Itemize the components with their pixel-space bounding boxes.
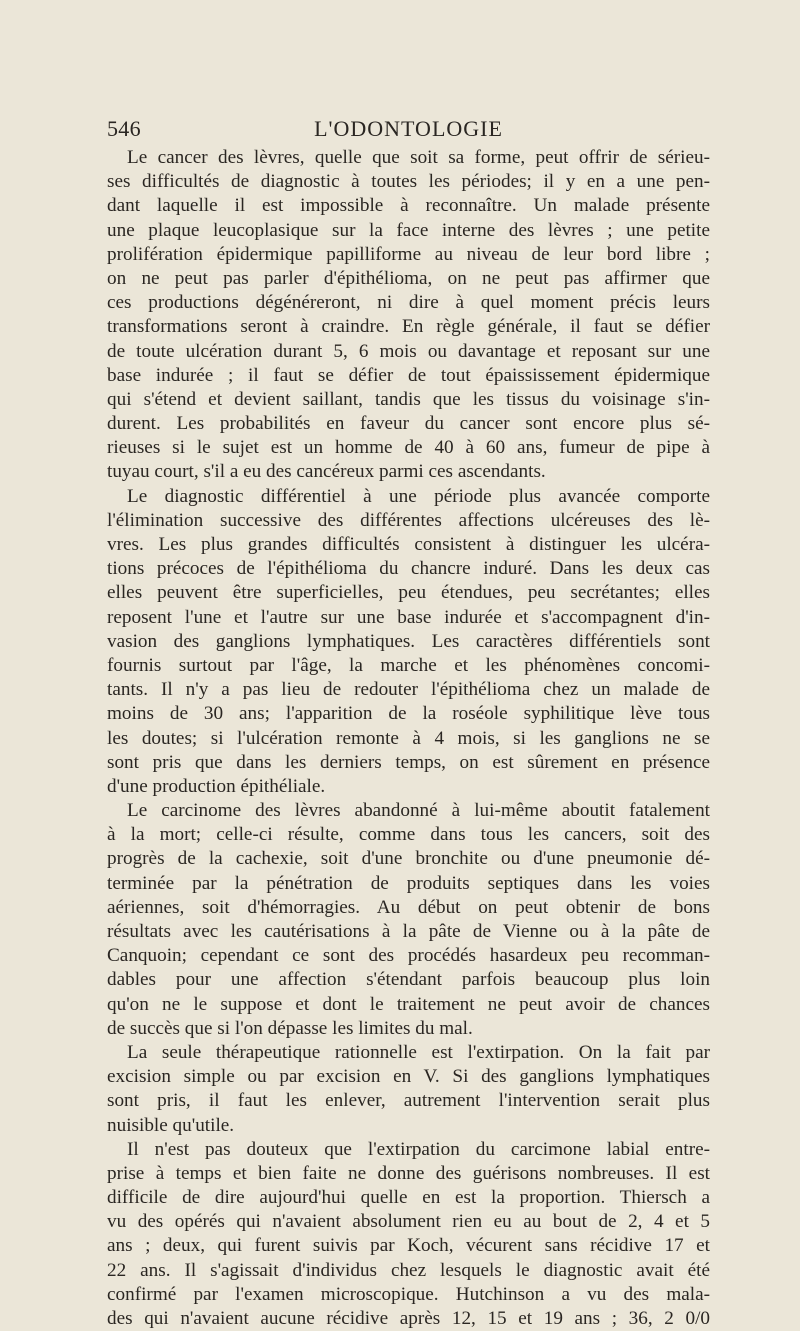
paragraph	[107, 799, 710, 1041]
text-line: base indurée ; il faut se défier de tout épaississement épidermique	[107, 364, 710, 386]
text-line: dables pour une affection s'étendant parfois beaucoup plus loin	[107, 969, 710, 991]
text-line: les doutes; si l'ulcération remonte à 4 mois, si les ganglions ne se	[107, 727, 710, 749]
page-header	[107, 112, 710, 148]
text-line: moins de 30 ans; l'apparition de la roséole syphilitique lève tous	[107, 703, 710, 725]
running-title: L'ODONTOLOGIE	[314, 116, 503, 141]
text-line: elles peuvent être superficielles, peu étendues, peu secrétantes; elles	[107, 582, 710, 604]
text-line: tions précoces de l'épithélioma du chancre induré. Dans les deux cas	[107, 558, 710, 580]
text-line: confirmé par l'examen microscopique. Hutchinson a vu des mala-	[107, 1283, 710, 1305]
paragraph	[107, 485, 710, 799]
text-line: terminée par la pénétration de produits septiques dans les voies	[107, 872, 710, 894]
text-line: de toute ulcération durant 5, 6 mois ou davantage et reposant sur une	[107, 340, 710, 362]
text-line: qu'on ne le suppose et dont le traitement ne peut avoir de chances	[107, 993, 710, 1015]
text-line: dant laquelle il est impossible à reconnaître. Un malade présente	[107, 195, 710, 217]
text-line: rieuses si le sujet est un homme de 40 à 60 ans, fumeur de pipe à	[107, 437, 710, 459]
text-line: prolifération épidermique papilliforme au niveau de leur bord libre ;	[107, 243, 710, 265]
text-line: de succès que si l'on dépasse les limites du mal.	[107, 1017, 473, 1039]
text-line: La seule thérapeutique rationnelle est l'extirpation. On la fait par	[127, 1041, 710, 1063]
text-line: 22 ans. Il s'agissait d'individus chez lesquels le diagnostic avait été	[107, 1259, 710, 1281]
text-line: transformations seront à craindre. En règle générale, il faut se défier	[107, 316, 710, 338]
text-line: difficile de dire aujourd'hui quelle en est la proportion. Thiersch a	[107, 1187, 710, 1209]
text-line: ans ; deux, qui furent suivis par Koch, vécurent sans récidive 17 et	[107, 1235, 710, 1257]
text-line: sont pris que dans les derniers temps, on est sûrement en présence	[107, 751, 710, 773]
text-line: des qui n'avaient aucune récidive après 12, 15 et 19 ans ; 36, 2 0/0	[107, 1308, 710, 1329]
text-line: Le cancer des lèvres, quelle que soit sa forme, peut offrir de sérieu-	[127, 147, 710, 168]
body-text	[107, 146, 710, 1331]
text-line: Le carcinome des lèvres abandonné à lui-même aboutit fatalement	[127, 800, 710, 822]
paragraph	[107, 1138, 710, 1331]
paragraph	[107, 146, 710, 485]
text-line: nuisible qu'utile.	[107, 1114, 235, 1136]
text-line: l'élimination successive des différentes affections ulcéreuses des lè-	[107, 509, 710, 531]
text-line: Le diagnostic différentiel à une période plus avancée comporte	[127, 485, 710, 507]
text-line: Il n'est pas douteux que l'extirpation du carcimone labial entre-	[127, 1138, 710, 1160]
text-line: résultats avec les cautérisations à la pâte de Vienne ou à la pâte de	[107, 921, 710, 942]
text-line: durent. Les probabilités en faveur du cancer sont encore plus sé-	[107, 413, 710, 435]
text-line: sont pris, il faut les enlever, autrement l'intervention serait plus	[107, 1090, 710, 1112]
text-line: ses difficultés de diagnostic à toutes les périodes; il y en a une pen-	[107, 171, 710, 193]
text-line: qui s'étend et devient saillant, tandis que les tissus du voisinage s'in-	[107, 388, 710, 410]
text-line: prise à temps et bien faite ne donne des guérisons nombreuses. Il est	[107, 1162, 710, 1184]
text-line: Canquoin; cependant ce sont des procédés hasardeux peu recomman-	[107, 945, 710, 967]
text-line: on ne peut pas parler d'épithélioma, on ne peut pas affirmer que	[107, 267, 710, 289]
text-line: tuyau court, s'il a eu des cancéreux parmi ces ascendants.	[107, 461, 546, 483]
text-line: d'une production épithéliale.	[107, 775, 326, 797]
text-line: reposent l'une et l'autre sur une base indurée et s'accompagnent d'in-	[107, 606, 710, 628]
text-line: une plaque leucoplasique sur la face interne des lèvres ; une petite	[107, 219, 710, 241]
text-line: ces productions dégénéreront, ni dire à quel moment précis leurs	[107, 292, 710, 314]
text-line: tants. Il n'y a pas lieu de redouter l'épithélioma chez un malade de	[107, 679, 710, 701]
text-line: excision simple ou par excision en V. Si des ganglions lymphatiques	[107, 1066, 710, 1088]
text-line: à la mort; celle-ci résulte, comme dans tous les cancers, soit des	[107, 824, 710, 846]
page-number: 546	[107, 116, 141, 141]
text-line: vasion des ganglions lymphatiques. Les caractères différentiels sont	[107, 630, 710, 652]
paragraph	[107, 1041, 710, 1138]
text-line: aériennes, soit d'hémorragies. Au début on peut obtenir de bons	[107, 896, 710, 918]
text-line: vu des opérés qui n'avaient absolument rien eu au bout de 2, 4 et 5	[107, 1211, 710, 1233]
text-line: fournis surtout par l'âge, la marche et les phénomènes concomi-	[107, 654, 710, 676]
text-line: vres. Les plus grandes difficultés consistent à distinguer les ulcéra-	[107, 534, 710, 555]
text-line: progrès de la cachexie, soit d'une bronchite ou d'une pneumonie dé-	[107, 848, 710, 870]
